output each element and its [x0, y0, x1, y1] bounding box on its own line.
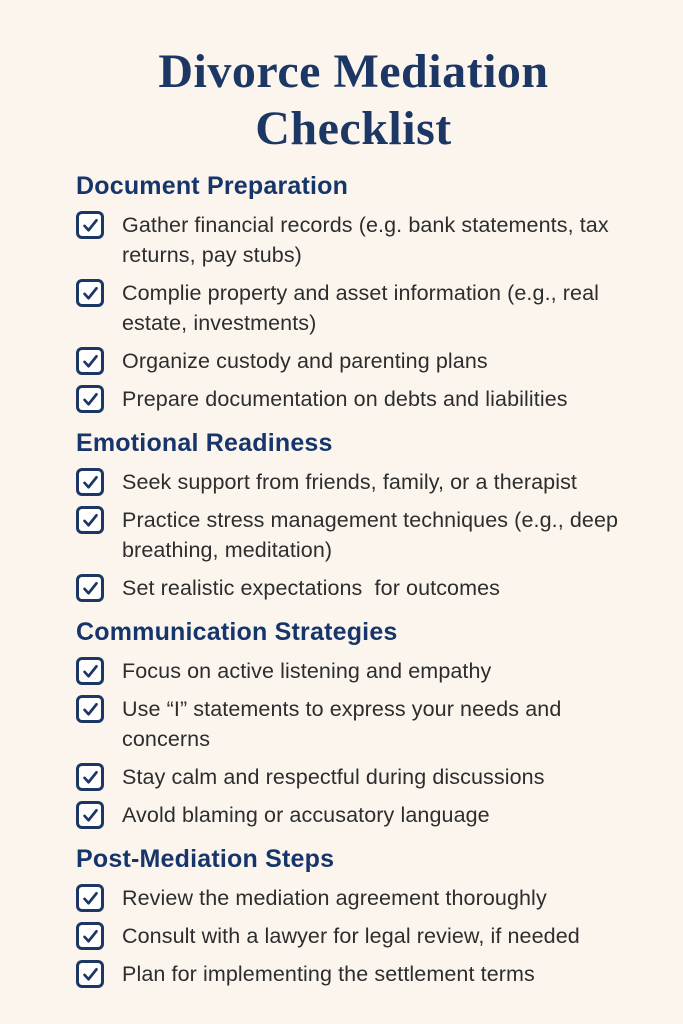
checkbox-checked[interactable] — [76, 763, 104, 791]
checklist-item — [76, 959, 631, 989]
checklist-item — [76, 384, 631, 414]
checklist-item-label: Organize custody and parenting plans — [122, 349, 488, 374]
checkbox-checked[interactable] — [76, 506, 104, 534]
checkmark-icon — [81, 390, 100, 409]
checkbox-checked[interactable] — [76, 695, 104, 723]
checklist-item — [76, 921, 631, 951]
checklist-item — [76, 800, 631, 830]
checkbox-checked[interactable] — [76, 884, 104, 912]
checklist-item — [76, 346, 631, 376]
checklist-item-label: Stay calm and respectful during discussions — [122, 765, 545, 790]
checklist-item-label: Gather financial records (e.g. bank statements, tax returns, pay stubs) — [122, 213, 615, 268]
checkmark-icon — [81, 662, 100, 681]
checkbox-checked[interactable] — [76, 468, 104, 496]
page-title: Divorce Mediation Checklist — [158, 45, 549, 155]
checkbox-checked[interactable] — [76, 801, 104, 829]
checkmark-icon — [81, 473, 100, 492]
checkmark-icon — [81, 216, 100, 235]
section-communication-strategies — [76, 617, 631, 830]
checkbox-checked[interactable] — [76, 211, 104, 239]
section-heading: Document Preparation — [76, 172, 349, 201]
checkbox-checked[interactable] — [76, 960, 104, 988]
checkbox-checked[interactable] — [76, 657, 104, 685]
section-heading: Post-Mediation Steps — [76, 845, 335, 874]
section-emotional-readiness — [76, 428, 631, 603]
checkmark-icon — [81, 768, 100, 787]
section-post-mediation-steps — [76, 844, 631, 989]
checklist-item-label: Seek support from friends, family, or a therapist — [122, 470, 577, 495]
checkbox-checked[interactable] — [76, 385, 104, 413]
checklist-item — [76, 278, 631, 338]
checklist-item — [76, 505, 631, 565]
checklist-item — [76, 573, 631, 603]
checkmark-icon — [81, 579, 100, 598]
checklist-item — [76, 210, 631, 270]
checklist-item-label: Use “I” statements to express your needs and concerns — [122, 697, 568, 752]
section-heading: Communication Strategies — [76, 618, 398, 647]
section-document-preparation — [76, 171, 631, 414]
checklist-item — [76, 883, 631, 913]
checklist-item — [76, 694, 631, 754]
checkmark-icon — [81, 965, 100, 984]
checklist-item-label: Avold blaming or accusatory language — [122, 803, 490, 828]
checkmark-icon — [81, 889, 100, 908]
checklist-item-label: Focus on active listening and empathy — [122, 659, 492, 684]
checkmark-icon — [81, 352, 100, 371]
checkmark-icon — [81, 284, 100, 303]
checklist-item-label: Complie property and asset information (e.g., real estate, investments) — [122, 281, 606, 336]
checklist-item-label: Consult with a lawyer for legal review, if needed — [122, 924, 580, 949]
checkbox-checked[interactable] — [76, 347, 104, 375]
checklist-item-label: Review the mediation agreement thoroughly — [122, 886, 547, 911]
checklist-item — [76, 656, 631, 686]
checkmark-icon — [81, 927, 100, 946]
checkmark-icon — [81, 700, 100, 719]
checklist-item — [76, 467, 631, 497]
checklist-item-label: Set realistic expectations for outcomes — [122, 576, 501, 601]
section-heading: Emotional Readiness — [76, 429, 333, 458]
checkbox-checked[interactable] — [76, 922, 104, 950]
checklist-item-label: Prepare documentation on debts and liabilities — [122, 387, 568, 412]
checkmark-icon — [81, 511, 100, 530]
checklist-item-label: Practice stress management techniques (e.g., deep breathing, meditation) — [122, 508, 625, 563]
checkbox-checked[interactable] — [76, 574, 104, 602]
checklist-item — [76, 762, 631, 792]
checkbox-checked[interactable] — [76, 279, 104, 307]
checklist-item-label: Plan for implementing the settlement terms — [122, 962, 535, 987]
checkmark-icon — [81, 806, 100, 825]
